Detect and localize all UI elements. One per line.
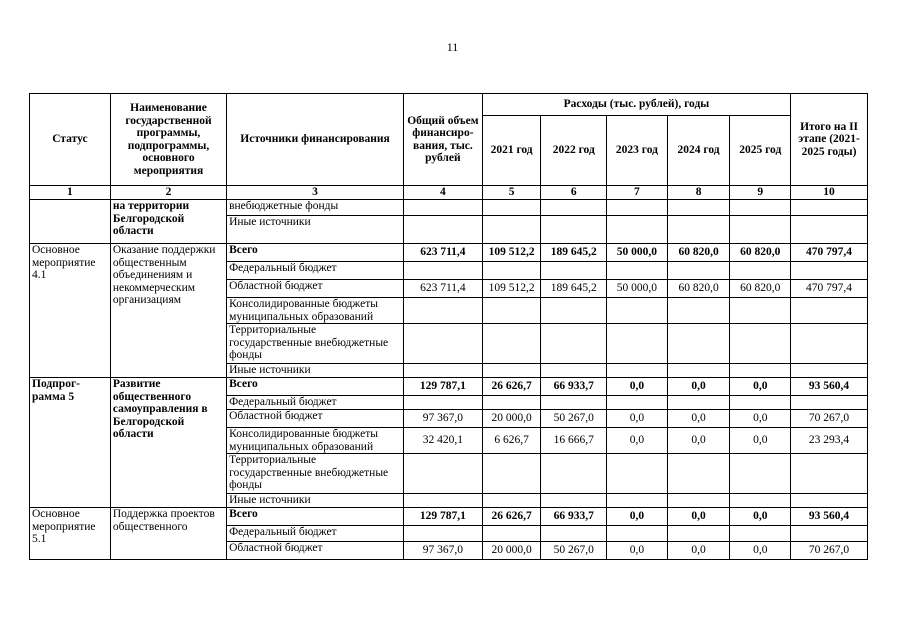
amount-cell xyxy=(730,262,791,280)
amount-cell: 50 000,0 xyxy=(607,244,668,262)
amount-cell: 50 267,0 xyxy=(541,410,607,428)
table-header xyxy=(30,94,868,200)
amount-cell xyxy=(730,298,791,324)
column-index: 10 xyxy=(791,186,868,200)
amount-cell xyxy=(667,262,730,280)
amount-cell: 0,0 xyxy=(730,508,791,526)
amount-cell: 93 560,4 xyxy=(791,508,868,526)
amount-cell xyxy=(607,216,668,244)
amount-cell: 623 711,4 xyxy=(403,244,482,262)
amount-cell: 26 626,7 xyxy=(482,508,541,526)
amount-cell xyxy=(730,324,791,364)
amount-cell: 6 626,7 xyxy=(482,428,541,454)
amount-cell: 66 933,7 xyxy=(541,378,607,396)
amount-cell xyxy=(403,216,482,244)
amount-cell: 50 267,0 xyxy=(541,542,607,560)
program-name-cell: Оказание поддержки общественным объединениям и некоммерческим организациям xyxy=(110,244,226,378)
amount-cell xyxy=(403,200,482,216)
amount-cell xyxy=(607,324,668,364)
amount-cell: 0,0 xyxy=(730,428,791,454)
amount-cell xyxy=(730,526,791,542)
header-total: Общий объем финансиро-вания, тыс. рублей xyxy=(403,94,482,186)
amount-cell xyxy=(791,216,868,244)
header-year: 2024 год xyxy=(667,116,730,186)
amount-cell xyxy=(667,364,730,378)
amount-cell: 93 560,4 xyxy=(791,378,868,396)
amount-cell xyxy=(403,526,482,542)
amount-cell xyxy=(541,298,607,324)
header-year: 2023 год xyxy=(607,116,668,186)
status-cell: Подпрог-рамма 5 xyxy=(30,378,111,508)
amount-cell xyxy=(791,200,868,216)
funding-source-cell: Иные источники xyxy=(227,494,404,508)
amount-cell xyxy=(791,454,868,494)
amount-cell: 70 267,0 xyxy=(791,410,868,428)
amount-cell xyxy=(607,262,668,280)
column-index: 5 xyxy=(482,186,541,200)
amount-cell: 0,0 xyxy=(730,410,791,428)
amount-cell xyxy=(482,262,541,280)
amount-cell xyxy=(403,494,482,508)
status-cell xyxy=(30,200,111,244)
amount-cell xyxy=(482,454,541,494)
amount-cell xyxy=(482,364,541,378)
table-row xyxy=(30,378,868,396)
amount-cell: 60 820,0 xyxy=(730,244,791,262)
status-cell: Основное мероприятие 4.1 xyxy=(30,244,111,378)
amount-cell: 0,0 xyxy=(607,410,668,428)
amount-cell xyxy=(482,216,541,244)
amount-cell: 23 293,4 xyxy=(791,428,868,454)
amount-cell: 0,0 xyxy=(667,542,730,560)
amount-cell: 0,0 xyxy=(667,378,730,396)
amount-cell: 623 711,4 xyxy=(403,280,482,298)
amount-cell xyxy=(667,200,730,216)
column-index: 6 xyxy=(541,186,607,200)
amount-cell xyxy=(482,526,541,542)
status-cell: Основное мероприятие 5.1 xyxy=(30,508,111,560)
amount-cell xyxy=(667,298,730,324)
amount-cell xyxy=(607,298,668,324)
amount-cell: 470 797,4 xyxy=(791,244,868,262)
amount-cell xyxy=(541,494,607,508)
funding-source-cell: Всего xyxy=(227,508,404,526)
header-name: Наименование государственной программы, подпрограммы, основного мероприятия xyxy=(110,94,226,186)
amount-cell xyxy=(607,526,668,542)
amount-cell: 129 787,1 xyxy=(403,378,482,396)
amount-cell: 0,0 xyxy=(607,508,668,526)
amount-cell: 26 626,7 xyxy=(482,378,541,396)
amount-cell xyxy=(541,324,607,364)
amount-cell: 60 820,0 xyxy=(730,280,791,298)
header-year: 2022 год xyxy=(541,116,607,186)
amount-cell xyxy=(541,454,607,494)
amount-cell: 20 000,0 xyxy=(482,410,541,428)
table-body xyxy=(30,200,868,560)
amount-cell xyxy=(667,216,730,244)
amount-cell: 470 797,4 xyxy=(791,280,868,298)
amount-cell xyxy=(403,298,482,324)
amount-cell xyxy=(791,396,868,410)
amount-cell: 0,0 xyxy=(667,508,730,526)
amount-cell xyxy=(667,494,730,508)
funding-source-cell: Федеральный бюджет xyxy=(227,396,404,410)
header-stage-total: Итого на II этапе (2021-2025 годы) xyxy=(791,94,868,186)
amount-cell: 0,0 xyxy=(730,378,791,396)
amount-cell: 97 367,0 xyxy=(403,542,482,560)
funding-source-cell: Федеральный бюджет xyxy=(227,262,404,280)
column-index: 9 xyxy=(730,186,791,200)
amount-cell xyxy=(541,200,607,216)
amount-cell xyxy=(403,364,482,378)
amount-cell xyxy=(791,262,868,280)
amount-cell xyxy=(607,364,668,378)
amount-cell: 97 367,0 xyxy=(403,410,482,428)
amount-cell xyxy=(730,494,791,508)
table-row xyxy=(30,244,868,262)
funding-source-cell: Территориальные государственные внебюджетные фонды xyxy=(227,324,404,364)
amount-cell xyxy=(667,324,730,364)
amount-cell: 60 820,0 xyxy=(667,244,730,262)
amount-cell xyxy=(607,396,668,410)
amount-cell xyxy=(667,526,730,542)
funding-source-cell: Консолидированные бюджеты муниципальных образований xyxy=(227,428,404,454)
amount-cell: 20 000,0 xyxy=(482,542,541,560)
amount-cell xyxy=(730,364,791,378)
amount-cell xyxy=(482,324,541,364)
amount-cell xyxy=(541,262,607,280)
amount-cell xyxy=(791,298,868,324)
amount-cell xyxy=(403,454,482,494)
program-name-cell: Развитие общественного самоуправления в Белгородской области xyxy=(110,378,226,508)
header-status: Статус xyxy=(30,94,111,186)
amount-cell xyxy=(730,396,791,410)
amount-cell: 109 512,2 xyxy=(482,244,541,262)
amount-cell: 109 512,2 xyxy=(482,280,541,298)
amount-cell xyxy=(730,454,791,494)
amount-cell: 0,0 xyxy=(607,428,668,454)
funding-source-cell: Консолидированные бюджеты муниципальных образований xyxy=(227,298,404,324)
page-number: 11 xyxy=(446,40,459,54)
amount-cell xyxy=(730,200,791,216)
amount-cell xyxy=(791,526,868,542)
program-name-cell: на территории Белгородской области xyxy=(110,200,226,244)
financing-table xyxy=(29,93,868,560)
amount-cell xyxy=(541,396,607,410)
amount-cell xyxy=(482,396,541,410)
column-index: 1 xyxy=(30,186,111,200)
amount-cell: 16 666,7 xyxy=(541,428,607,454)
amount-cell xyxy=(607,494,668,508)
amount-cell: 129 787,1 xyxy=(403,508,482,526)
amount-cell xyxy=(607,454,668,494)
amount-cell xyxy=(791,494,868,508)
funding-source-cell: Иные источники xyxy=(227,364,404,378)
amount-cell xyxy=(791,364,868,378)
header-year: 2025 год xyxy=(730,116,791,186)
amount-cell: 32 420,1 xyxy=(403,428,482,454)
amount-cell: 70 267,0 xyxy=(791,542,868,560)
funding-source-cell: Территориальные государственные внебюджетные фонды xyxy=(227,454,404,494)
amount-cell xyxy=(482,298,541,324)
amount-cell xyxy=(667,396,730,410)
amount-cell: 0,0 xyxy=(730,542,791,560)
program-name-cell: Поддержка проектов общественного xyxy=(110,508,226,560)
amount-cell xyxy=(541,526,607,542)
funding-source-cell: Иные источники xyxy=(227,216,404,244)
amount-cell: 50 000,0 xyxy=(607,280,668,298)
amount-cell: 0,0 xyxy=(667,410,730,428)
amount-cell xyxy=(730,216,791,244)
amount-cell: 66 933,7 xyxy=(541,508,607,526)
amount-cell: 0,0 xyxy=(607,378,668,396)
header-sources: Источники финансирования xyxy=(227,94,404,186)
amount-cell: 189 645,2 xyxy=(541,280,607,298)
amount-cell xyxy=(482,494,541,508)
funding-source-cell: Областной бюджет xyxy=(227,280,404,298)
column-index: 2 xyxy=(110,186,226,200)
header-expenses: Расходы (тыс. рублей), годы xyxy=(482,94,790,116)
funding-source-cell: Областной бюджет xyxy=(227,410,404,428)
funding-source-cell: Областной бюджет xyxy=(227,542,404,560)
amount-cell xyxy=(403,262,482,280)
column-index-row xyxy=(30,186,868,200)
amount-cell xyxy=(541,216,607,244)
amount-cell: 0,0 xyxy=(667,428,730,454)
column-index: 8 xyxy=(667,186,730,200)
column-index: 4 xyxy=(403,186,482,200)
amount-cell xyxy=(667,454,730,494)
column-index: 3 xyxy=(227,186,404,200)
amount-cell: 60 820,0 xyxy=(667,280,730,298)
table-row xyxy=(30,508,868,526)
header-year: 2021 год xyxy=(482,116,541,186)
amount-cell xyxy=(541,364,607,378)
funding-source-cell: Всего xyxy=(227,244,404,262)
funding-source-cell: внебюджетные фонды xyxy=(227,200,404,216)
funding-source-cell: Федеральный бюджет xyxy=(227,526,404,542)
amount-cell xyxy=(403,396,482,410)
funding-source-cell: Всего xyxy=(227,378,404,396)
column-index: 7 xyxy=(607,186,668,200)
table-row xyxy=(30,200,868,216)
amount-cell xyxy=(403,324,482,364)
amount-cell xyxy=(482,200,541,216)
amount-cell xyxy=(607,200,668,216)
amount-cell: 189 645,2 xyxy=(541,244,607,262)
amount-cell xyxy=(791,324,868,364)
amount-cell: 0,0 xyxy=(607,542,668,560)
